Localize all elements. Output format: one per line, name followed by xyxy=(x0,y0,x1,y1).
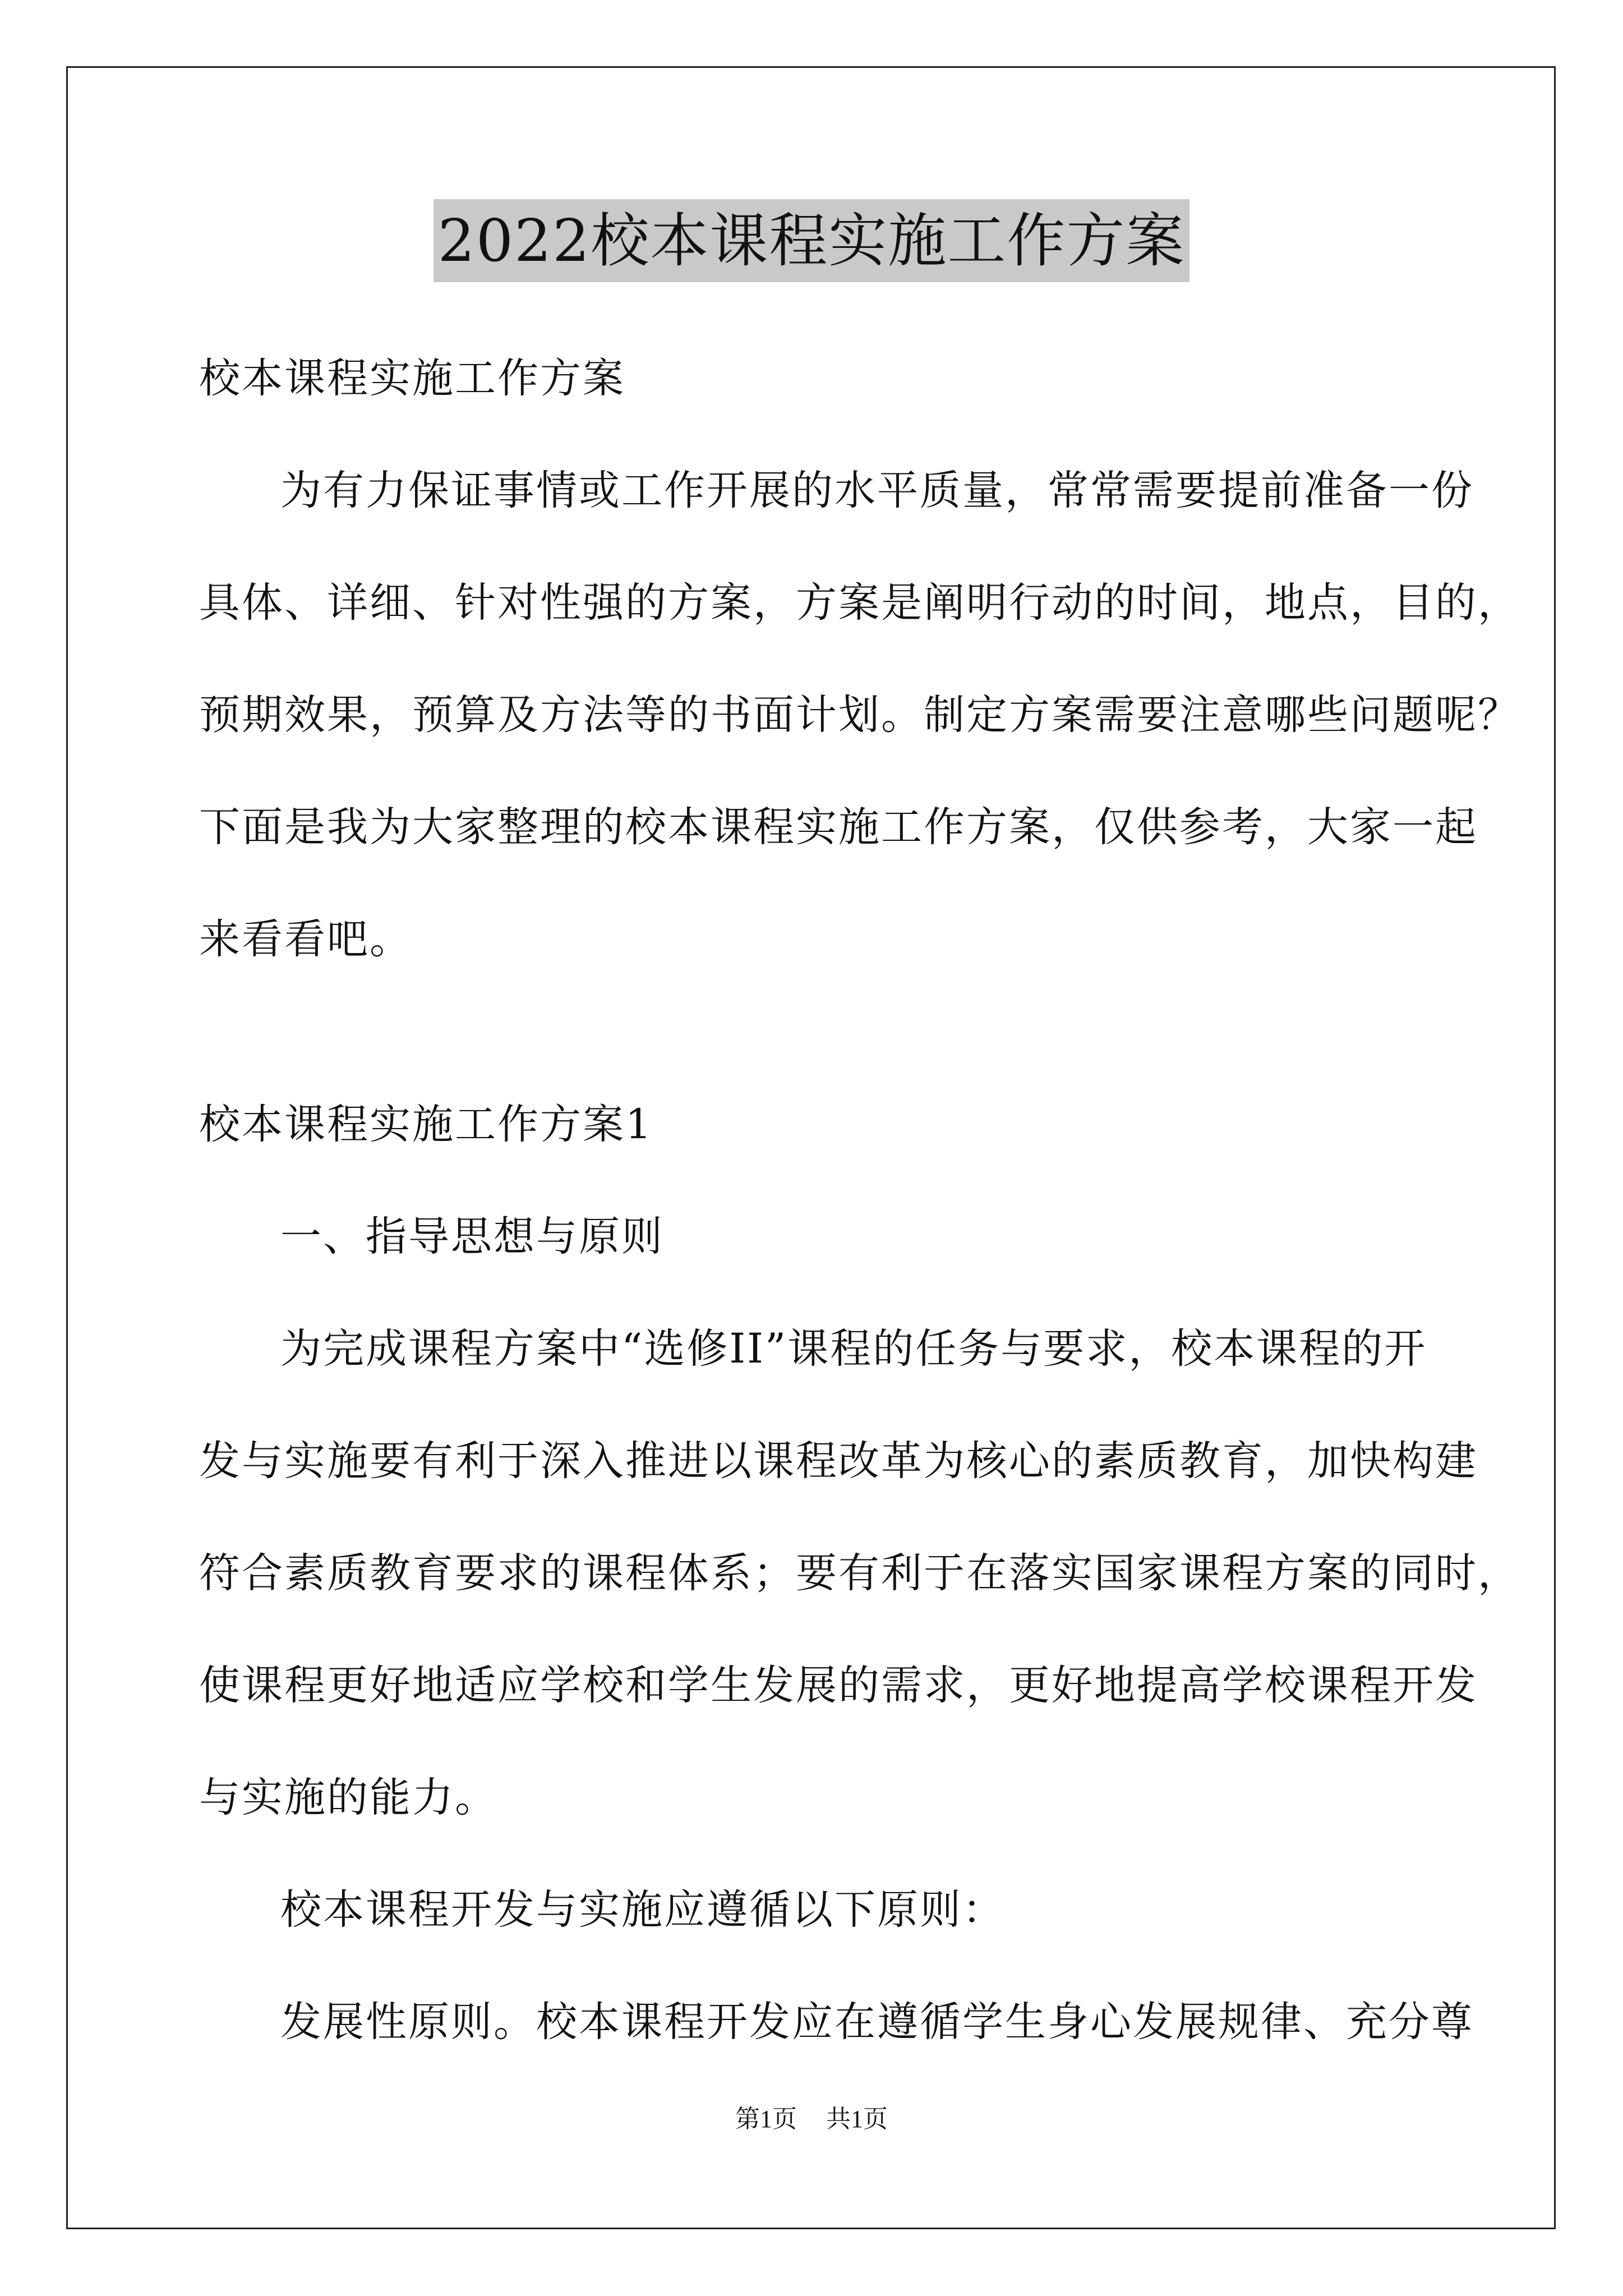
intro-line-2: 具体、详细、针对性强的方案，方案是阐明行动的时间，地点，目的， xyxy=(199,579,1520,627)
paragraph-line-5: 与实施的能力。 xyxy=(199,1774,497,1821)
title-container xyxy=(0,199,1623,282)
paragraph-line-2: 发与实施要有利于深入推进以课程改革为核心的素质教育，加快构建 xyxy=(199,1437,1478,1485)
intro-line-1: 为有力保证事情或工作开展的水平质量，常常需要提前准备一份 xyxy=(280,467,1474,514)
paragraph-line-3: 符合素质教育要求的课程体系；要有利于在落实国家课程方案的同时， xyxy=(199,1549,1520,1597)
document-title: 2022校本课程实施工作方案 xyxy=(434,199,1190,282)
intro-line-3: 预期效果，预算及方法等的书面计划。制定方案需要注意哪些问题呢？ xyxy=(199,691,1520,739)
paragraph-line-4: 使课程更好地适应学校和学生发展的需求，更好地提高学校课程开发 xyxy=(199,1662,1478,1709)
principle-line: 发展性原则。校本课程开发应在遵循学生身心发展规律、充分尊 xyxy=(280,1998,1474,2046)
page-number: 第1页 xyxy=(735,2105,797,2133)
paragraph-line-1: 为完成课程方案中“选修II”课程的任务与要求，校本课程的开 xyxy=(280,1325,1427,1373)
page-footer xyxy=(0,2102,1623,2136)
intro-line-5: 来看看吧。 xyxy=(199,915,412,963)
intro-line-4: 下面是我为大家整理的校本课程实施工作方案，仅供参考，大家一起 xyxy=(199,803,1478,851)
total-pages: 共1页 xyxy=(826,2105,888,2133)
section-heading: 校本课程实施工作方案1 xyxy=(199,1101,653,1148)
principles-intro: 校本课程开发与实施应遵循以下原则： xyxy=(280,1886,1005,1934)
document-subtitle: 校本课程实施工作方案 xyxy=(199,355,625,402)
subsection-heading: 一、指导思想与原则 xyxy=(280,1213,664,1260)
